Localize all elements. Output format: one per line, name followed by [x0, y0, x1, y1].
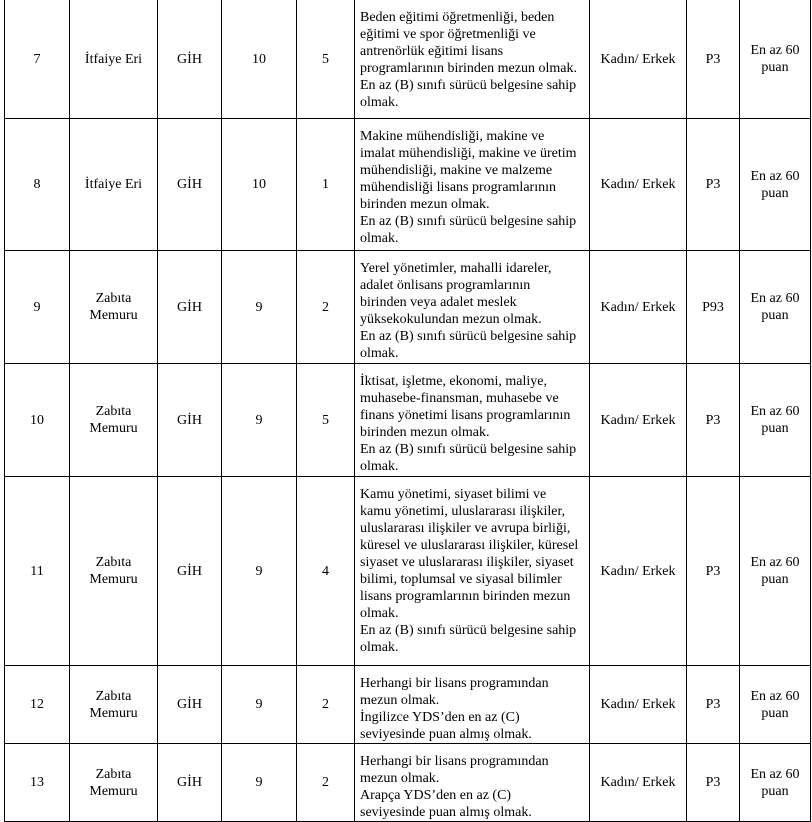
- requirements-cell: [355, 364, 590, 477]
- position-requirements-table: [4, 0, 811, 822]
- table-row: [5, 477, 811, 666]
- requirement-line: olmak.: [360, 346, 399, 361]
- requirement-line: olmak.: [360, 95, 399, 110]
- grade-cell: 10: [222, 119, 297, 251]
- requirement-line: Herhangi bir lisans programından: [360, 676, 549, 691]
- class-cell: GİH: [158, 251, 222, 364]
- requirement-line: olmak.: [360, 606, 399, 621]
- requirement-line: lisans programlarının birinden mezun: [360, 589, 571, 604]
- requirement-line: Yerel yönetimler, mahalli idareler,: [360, 261, 552, 276]
- row-number-cell: 13: [5, 744, 70, 822]
- grade-cell: 9: [222, 666, 297, 744]
- min-score-line: En az 60: [750, 688, 800, 704]
- requirement-line: olmak.: [360, 640, 399, 655]
- gender-cell: Kadın/ Erkek: [590, 251, 687, 364]
- score-type-cell: P3: [687, 0, 740, 119]
- requirement-line: mezun olmak.: [360, 771, 440, 786]
- requirement-line: siyaset ve uluslararası ilişkiler, siyaset: [360, 555, 574, 570]
- class-cell: GİH: [158, 666, 222, 744]
- requirement-line: Arapça YDS’den en az (C): [360, 788, 512, 803]
- requirement-line: En az (B) sınıfı sürücü belgesine sahip: [360, 78, 577, 93]
- position-title-cell: [70, 666, 158, 744]
- table-body: [5, 0, 811, 822]
- requirement-line: mühendisliği lisans programlarının: [360, 180, 556, 195]
- position-title-line: Zabıta: [95, 291, 132, 306]
- requirements-cell: [355, 744, 590, 822]
- grade-cell: 9: [222, 364, 297, 477]
- requirement-line: birinden mezun olmak.: [360, 197, 490, 212]
- requirement-line: birinden veya adalet meslek: [360, 295, 517, 310]
- class-cell: GİH: [158, 744, 222, 822]
- quota-cell: 5: [297, 0, 355, 119]
- score-type-cell: P3: [687, 477, 740, 666]
- min-score-line: puan: [761, 572, 789, 587]
- row-number-cell: 8: [5, 119, 70, 251]
- table-row: [5, 364, 811, 477]
- min-score-line: En az 60: [750, 404, 800, 419]
- table-row: [5, 666, 811, 744]
- gender-cell: Kadın/ Erkek: [590, 364, 687, 477]
- min-score-cell: [740, 364, 811, 477]
- requirement-line: Beden eğitimi öğretmenliği, beden: [360, 10, 555, 25]
- min-score-line: puan: [761, 308, 789, 323]
- position-title-line: Memuru: [89, 572, 138, 587]
- row-number-cell: 11: [5, 477, 70, 666]
- grade-cell: 9: [222, 251, 297, 364]
- min-score-line: puan: [761, 185, 789, 201]
- gender-cell: Kadın/ Erkek: [590, 666, 687, 744]
- requirement-line: En az (B) sınıfı sürücü belgesine sahip: [360, 623, 577, 638]
- requirement-line: seviyesinde puan almış olmak.: [360, 727, 532, 742]
- requirement-line: olmak.: [360, 231, 399, 246]
- min-score-cell: [740, 0, 811, 119]
- min-score-cell: [740, 119, 811, 251]
- row-number-cell: 9: [5, 251, 70, 364]
- row-number-cell: 12: [5, 666, 70, 744]
- requirement-line: En az (B) sınıfı sürücü belgesine sahip: [360, 214, 577, 229]
- requirement-line: Makine mühendisliği, makine ve: [360, 129, 545, 144]
- quota-cell: 4: [297, 477, 355, 666]
- position-title-cell: [70, 364, 158, 477]
- requirement-line: eğitimi ve spor öğretmenliği ve: [360, 27, 536, 42]
- requirement-line: yüksekokulundan mezun olmak.: [360, 312, 542, 327]
- min-score-line: puan: [761, 421, 789, 436]
- position-title-cell: [70, 477, 158, 666]
- requirement-line: muhasebe-finansman, muhasebe ve: [360, 391, 559, 406]
- requirement-line: uluslararası ilişkiler ve avrupa birliği,: [360, 521, 571, 536]
- quota-cell: 5: [297, 364, 355, 477]
- row-number-cell: 7: [5, 0, 70, 119]
- position-title-cell: [70, 119, 158, 251]
- score-type-cell: P93: [687, 251, 740, 364]
- min-score-line: En az 60: [750, 555, 800, 570]
- requirement-line: antrenörlük eğitimi lisans: [360, 44, 504, 59]
- min-score-cell: [740, 666, 811, 744]
- requirement-line: bilimi, toplumsal ve siyasal bilimler: [360, 572, 562, 587]
- row-number-cell: 10: [5, 364, 70, 477]
- requirement-line: mühendisliği, makine ve malzeme: [360, 163, 553, 178]
- class-cell: GİH: [158, 477, 222, 666]
- gender-cell: Kadın/ Erkek: [590, 477, 687, 666]
- requirement-line: İngilizce YDS’den en az (C): [360, 710, 520, 725]
- quota-cell: 2: [297, 744, 355, 822]
- position-title-line: Memuru: [89, 783, 138, 799]
- position-title-line: Memuru: [89, 421, 138, 436]
- min-score-line: puan: [761, 705, 789, 721]
- requirement-line: Herhangi bir lisans programından: [360, 754, 549, 769]
- requirements-cell: [355, 251, 590, 364]
- min-score-line: En az 60: [750, 43, 800, 58]
- class-cell: GİH: [158, 119, 222, 251]
- class-cell: GİH: [158, 0, 222, 119]
- requirements-cell: [355, 666, 590, 744]
- position-title-line: Memuru: [89, 308, 138, 323]
- requirements-cell: [355, 119, 590, 251]
- position-title-line: İtfaiye Eri: [84, 51, 143, 67]
- requirement-line: adalet önlisans programlarının: [360, 278, 531, 293]
- position-title-line: Zabıta: [95, 766, 132, 782]
- score-type-cell: P3: [687, 119, 740, 251]
- requirement-line: En az (B) sınıfı sürücü belgesine sahip: [360, 442, 577, 457]
- position-title-cell: [70, 251, 158, 364]
- position-title-line: İtfaiye Eri: [84, 177, 143, 192]
- requirement-line: birinden mezun olmak.: [360, 425, 490, 440]
- score-type-cell: P3: [687, 666, 740, 744]
- requirement-line: seviyesinde puan almış olmak.: [360, 805, 532, 820]
- requirement-line: imalat mühendisliği, makine ve üretim: [360, 146, 577, 161]
- requirements-cell: [355, 0, 590, 119]
- min-score-line: En az 60: [750, 291, 800, 306]
- table-row: [5, 251, 811, 364]
- requirement-line: küresel ve uluslararası ilişkiler, küresel: [360, 538, 579, 553]
- min-score-line: puan: [761, 783, 789, 799]
- position-title-cell: [70, 0, 158, 119]
- requirement-line: mezun olmak.: [360, 693, 440, 708]
- min-score-cell: [740, 251, 811, 364]
- requirements-cell: [355, 477, 590, 666]
- min-score-line: En az 60: [750, 766, 800, 782]
- requirement-line: kamu yönetimi, uluslararası ilişkiler,: [360, 504, 566, 519]
- class-cell: GİH: [158, 364, 222, 477]
- quota-cell: 2: [297, 251, 355, 364]
- quota-cell: 1: [297, 119, 355, 251]
- score-type-cell: P3: [687, 364, 740, 477]
- position-title-line: Memuru: [89, 705, 138, 721]
- position-title-line: Zabıta: [95, 688, 132, 704]
- requirement-line: finans yönetimi lisans programlarının: [360, 408, 571, 423]
- grade-cell: 10: [222, 0, 297, 119]
- table-row: [5, 119, 811, 251]
- position-title-line: Zabıta: [95, 404, 132, 419]
- min-score-line: En az 60: [750, 168, 800, 184]
- position-title-cell: [70, 744, 158, 822]
- requirement-line: En az (B) sınıfı sürücü belgesine sahip: [360, 329, 577, 344]
- table-row: [5, 744, 811, 822]
- min-score-line: puan: [761, 60, 789, 75]
- quota-cell: 2: [297, 666, 355, 744]
- grade-cell: 9: [222, 477, 297, 666]
- min-score-cell: [740, 477, 811, 666]
- requirement-line: Kamu yönetimi, siyaset bilimi ve: [360, 487, 547, 502]
- requirement-line: programlarının birinden mezun olmak.: [360, 61, 577, 76]
- table-row: [5, 0, 811, 119]
- grade-cell: 9: [222, 744, 297, 822]
- gender-cell: Kadın/ Erkek: [590, 119, 687, 251]
- requirement-line: olmak.: [360, 459, 399, 474]
- gender-cell: Kadın/ Erkek: [590, 744, 687, 822]
- requirement-line: İktisat, işletme, ekonomi, maliye,: [360, 374, 548, 389]
- gender-cell: Kadın/ Erkek: [590, 0, 687, 119]
- score-type-cell: P3: [687, 744, 740, 822]
- position-title-line: Zabıta: [95, 555, 132, 570]
- min-score-cell: [740, 744, 811, 822]
